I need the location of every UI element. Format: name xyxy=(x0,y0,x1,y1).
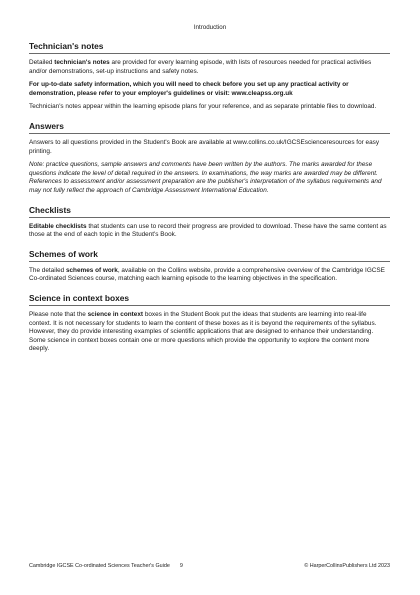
paragraph: Answers to all questions provided in the Student's Book are available at www.collins.co.uk/IGCSEscienceresources for easy printing. xyxy=(29,138,380,155)
safety-notice: For up-to-date safety information, which you will need to check before you set up any practical activity or demonstration, please refer to your employer's guidelines or visit: www.cleapss.org.uk xyxy=(29,81,349,97)
text-run: are provided for every learning episode, with lists of resources needed for practical activities and/or demonstrations, set-up instructions and safety notes. xyxy=(29,59,372,75)
text-run: that students can use to record their progress are provided to download. These have the same content as those at the end of each topic in the Student's Book. xyxy=(29,222,387,239)
page-number: 9 xyxy=(179,563,183,569)
page-footer xyxy=(29,563,390,569)
paragraph xyxy=(29,59,390,76)
note-paragraph: Note: practice questions, sample answers and comments have been written by the authors. The marks awarded for these questions indicate the level of detail required in the answers. In examinations, the way marks are awarded may be different. References to assessment and/or assessment preparation are the publisher's interpretation of the syllabus requirements and may not fully reflect the approach of Cambridge Assessment International Education. xyxy=(29,161,382,194)
section-science-in-context xyxy=(29,293,390,354)
section-heading: Checklists xyxy=(29,205,390,218)
section-answers xyxy=(29,121,390,196)
book-title: Cambridge IGCSE Co-ordinated Sciences Teacher's Guide xyxy=(29,563,170,569)
text-run: , available on the Collins website, provide a comprehensive overview of the Cambridge IGCSE Co-ordinated Sciences course, matching each learning episode to the learning objectives in the specification. xyxy=(29,266,385,283)
paragraph xyxy=(29,311,390,354)
text-run: Detailed xyxy=(29,59,55,66)
copyright: © HarperCollinsPublishers Ltd 2023 xyxy=(304,563,390,569)
running-head: Introduction xyxy=(193,24,227,31)
section-schemes-of-work xyxy=(29,249,390,284)
text-run: boxes in the Student Book put the ideas that students are learning into real-life context. It is not necessary for students to learn the content of these boxes as it is beyond the requirements of the syllabus. However, they do provide interesting examples of scientific applications that are designed to enhance their understanding. Some science in context boxes contain one or more questions which provide the opportunity to explore the content more deeply. xyxy=(29,310,377,353)
section-heading: Technician's notes xyxy=(29,41,390,54)
section-heading: Science in context boxes xyxy=(29,293,390,306)
bold-term: science in context xyxy=(87,310,144,318)
section-technicians-notes xyxy=(29,41,390,112)
section-checklists xyxy=(29,205,390,240)
text-run: The detailed xyxy=(29,266,66,274)
text-run: Please note that the xyxy=(29,310,88,318)
paragraph: Technician's notes appear within the learning episode plans for your reference, and as separate printable files to download. xyxy=(29,103,377,111)
section-heading: Answers xyxy=(29,121,390,134)
bold-term: technician's notes xyxy=(54,59,110,66)
paragraph xyxy=(29,223,390,240)
bold-term: schemes of work xyxy=(65,266,118,274)
section-heading: Schemes of work xyxy=(29,249,390,262)
bold-term: Editable checklists xyxy=(29,222,87,230)
footer-left xyxy=(29,563,183,569)
paragraph xyxy=(29,267,390,284)
page-content xyxy=(29,41,390,363)
